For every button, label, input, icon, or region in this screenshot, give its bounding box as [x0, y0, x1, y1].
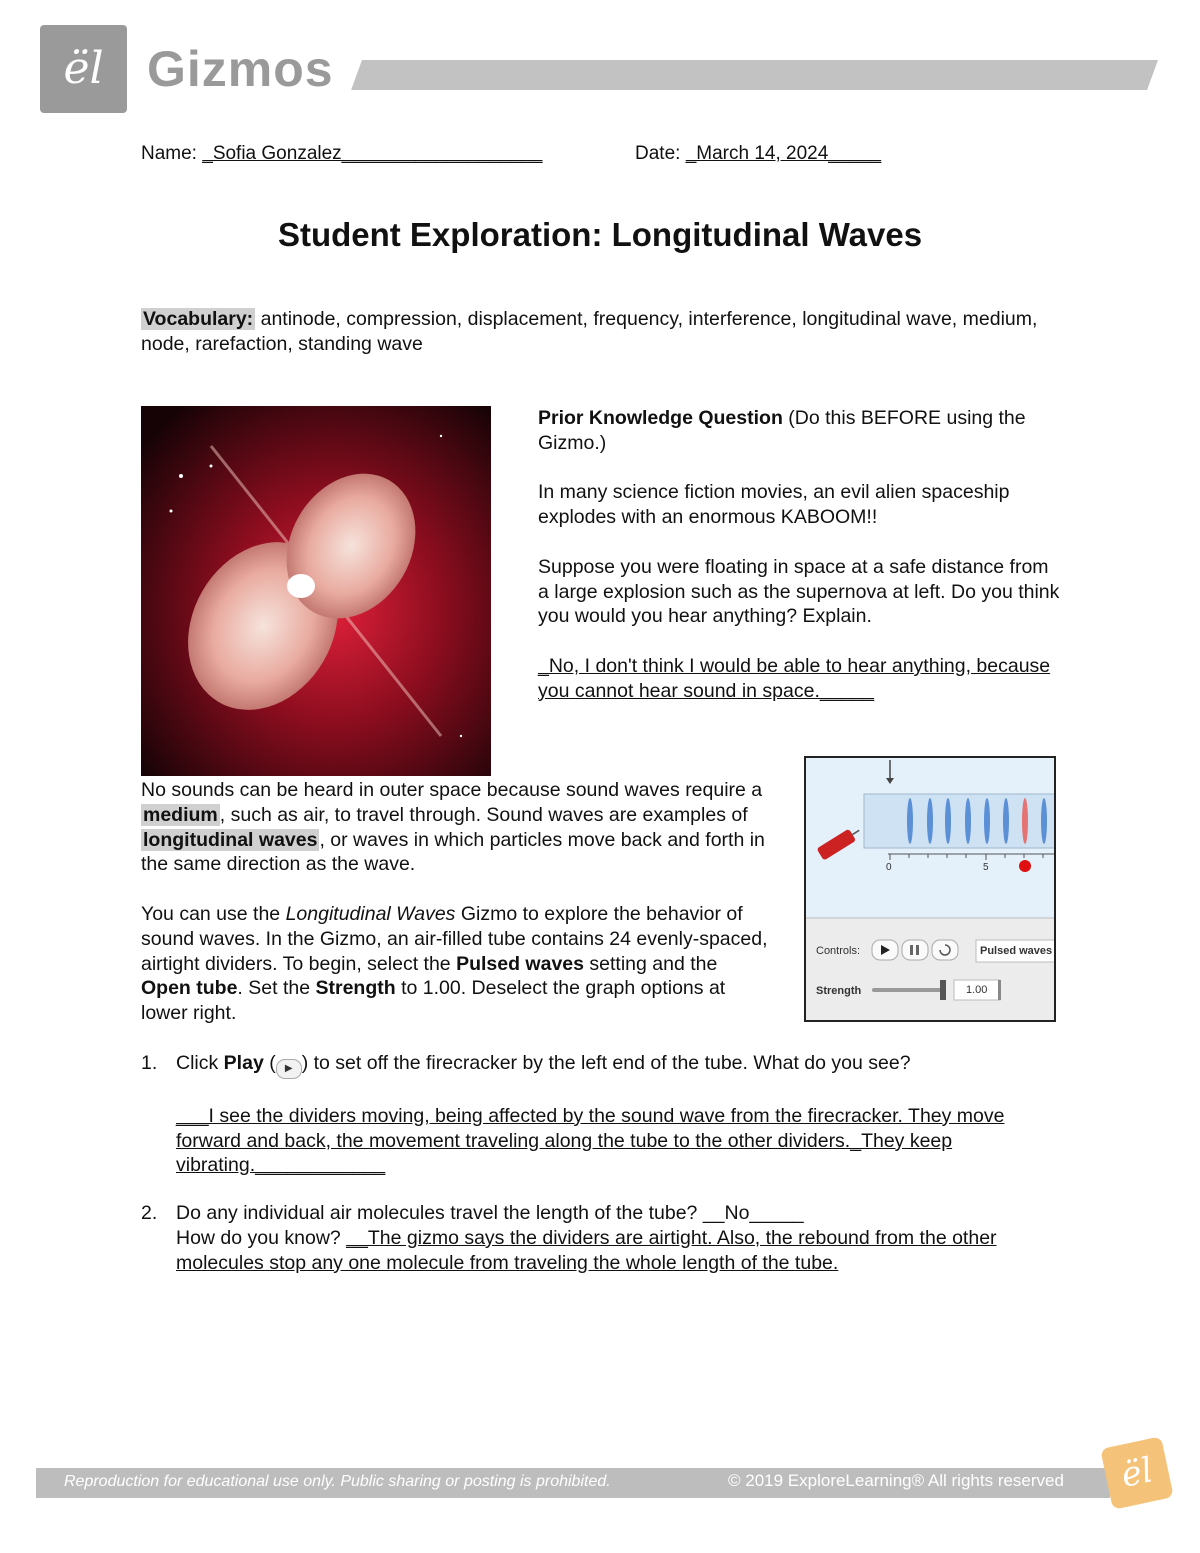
prior-answer: _No, I don't think I would be able to hear anything, because you cannot hear sound in space._____ [538, 654, 1051, 702]
prior-paragraph-2: Suppose you were floating in space at a safe distance from a large explosion such as the supernova at left. Do you think you would you hear anything? Explain. [538, 555, 1060, 628]
intro-text-1: No sounds can be heard in outer space because sound waves require a [141, 779, 763, 801]
prior-knowledge [538, 406, 1063, 704]
question-2-number: 2. [141, 1202, 158, 1224]
intro-text-2: , such as air, to travel through. Sound waves are examples of [219, 803, 748, 826]
header-bar [351, 60, 1158, 90]
question-1 [176, 1051, 1056, 1178]
vocabulary-label: Vocabulary: [143, 308, 254, 330]
setup-text-5: to 1.00. Deselect the graph options at lower right. [141, 977, 726, 1025]
q2-label: How do you know? [176, 1226, 347, 1249]
prior-note: (Do this BEFORE using the Gizmo.) [538, 407, 1026, 454]
q2-answer: __The gizmo says the dividers are airtight. Also, the rebound from the other molecules stop any one molecule from traveling the whole length of the tube. [176, 1226, 997, 1274]
prior-heading: Prior Knowledge Question [538, 407, 783, 429]
name-label: Name: [141, 143, 197, 164]
tick-label-5: 5 [983, 862, 989, 873]
question-1-number: 1. [141, 1052, 158, 1074]
play-icon: ▶ [276, 1059, 302, 1079]
footer-copyright: © 2019 ExploreLearning® All rights reserved [728, 1471, 1064, 1490]
intro-text-3: , or waves in which particles move back and forth in the same direction as the wave. [141, 828, 765, 876]
strength-label: Strength [816, 985, 862, 997]
brand-name: Gizmos [147, 41, 334, 97]
footer-disclaimer: Reproduction for educational use only. Public sharing or posting is prohibited. [64, 1473, 611, 1490]
gizmo-name: Longitudinal Waves [285, 903, 456, 925]
q1-text-3: ) to set off the firecracker by the left end of the tube. What do you see? [301, 1052, 911, 1074]
tick-label-0: 0 [886, 862, 892, 873]
date-field [635, 143, 881, 165]
term-pulsed-waves: Pulsed waves [456, 952, 584, 975]
name-field [141, 143, 542, 165]
term-medium: medium [143, 803, 218, 826]
footer-logo-icon: ël [1100, 1436, 1174, 1510]
setup-text-4: . Set the [237, 977, 316, 1000]
mode-select: Pulsed waves [980, 945, 1053, 957]
term-strength: Strength [315, 977, 396, 1000]
name-value: _Sofia Gonzalez___________________ [202, 143, 543, 164]
supernova-image [141, 406, 491, 776]
setup-text-1: You can use the [141, 903, 286, 925]
date-label: Date: [635, 143, 681, 164]
prior-paragraph-1: In many science fiction movies, an evil alien spaceship explodes with an enormous KABOOM!! [538, 481, 1010, 529]
setup-text-2: Gizmo to explore the behavior of sound waves. In the Gizmo, an air-filled tube contains 24 evenly-spaced, airtight dividers. To begin, select the [141, 903, 768, 975]
page-title: Student Exploration: Longitudinal Waves [277, 216, 923, 253]
date-value: _March 14, 2024_____ [685, 143, 882, 164]
q2-question: Do any individual air molecules travel the length of the tube? __No_____ [176, 1202, 804, 1224]
strength-value: 1.00 [966, 984, 988, 996]
intro-paragraph [141, 778, 771, 877]
vocabulary-terms: antinode, compression, displacement, frequency, interference, longitudinal wave, medium, node, rarefaction, standing wave [141, 308, 1038, 355]
q1-text-2: ( [263, 1052, 276, 1074]
controls-label: Controls: [816, 945, 861, 957]
q1-answer: ___I see the dividers moving, being affected by the sound wave from the firecracker. They move forward and back, the movement traveling along the tube to the other dividers._They keep vibrating.____________ [176, 1104, 1005, 1177]
explorelearning-logo-icon: ël [63, 43, 104, 94]
q1-text-1: Click [176, 1052, 224, 1074]
setup-paragraph [141, 902, 771, 1026]
setup-text-3: setting and the [583, 952, 718, 975]
vocabulary [141, 307, 1061, 357]
term-longitudinal-waves: longitudinal waves [143, 828, 318, 851]
question-2 [176, 1201, 1056, 1275]
selected-divider-marker [1019, 860, 1031, 872]
term-open-tube: Open tube [141, 977, 238, 1000]
gizmo-screenshot [804, 756, 1056, 1022]
strength-slider-thumb [940, 980, 946, 1000]
q1-play-term: Play [223, 1052, 264, 1074]
